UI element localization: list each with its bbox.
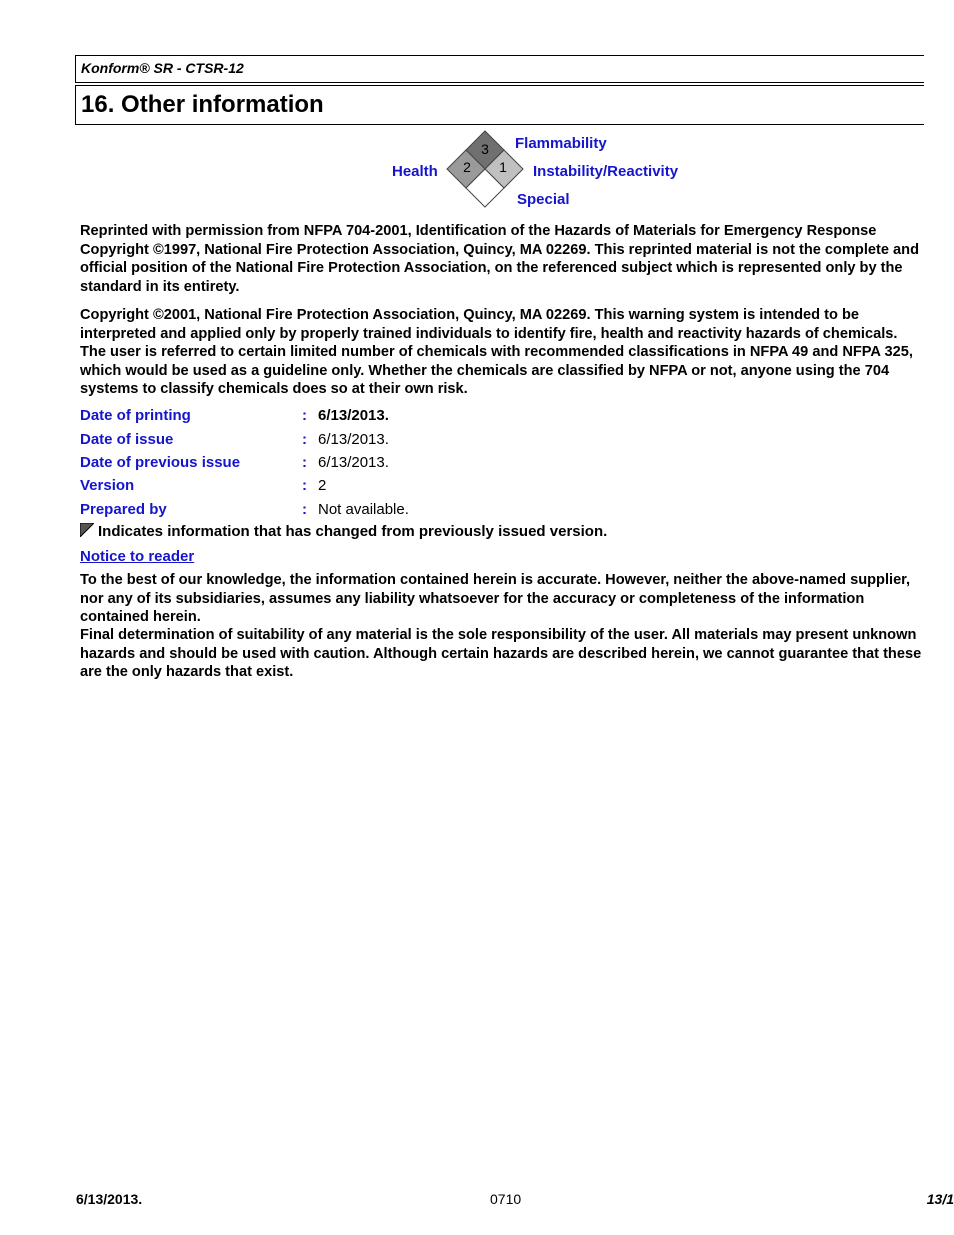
nfpa-instability-label: Instability/Reactivity (533, 163, 679, 180)
info-value: 6/13/2013. (318, 407, 389, 424)
info-colon: : (302, 407, 307, 424)
footer-date: 6/13/2013. (76, 1191, 143, 1207)
info-colon: : (302, 431, 307, 448)
change-note-text: Indicates information that has changed from previously issued version. (98, 523, 608, 540)
change-marker-icon (80, 523, 94, 537)
footer-code: 0710 (490, 1191, 522, 1207)
info-label: Date of issue (80, 431, 174, 448)
footer-page-number: 13/1 (926, 1191, 954, 1207)
info-colon: : (302, 501, 307, 518)
nfpa-flammability-label: Flammability (515, 135, 607, 152)
info-value: Not available. (318, 501, 409, 518)
nfpa-instability-value: 1 (499, 159, 507, 175)
info-value: 2 (318, 477, 327, 494)
nfpa-health-value: 2 (463, 159, 471, 175)
notice-paragraph-accuracy: To the best of our knowledge, the information contained herein is accurate. However, neither the above-named supplier, nor any of its subsidiaries, assumes any liability whatsoever for the accuracy or completeness of the information contained herein. (80, 572, 911, 626)
info-label: Version (80, 477, 135, 494)
nfpa-flammability-value: 3 (481, 141, 489, 157)
nfpa-reprint-paragraph: Reprinted with permission from NFPA 704-2001, Identification of the Hazards of Materials for Emergency Response Copyright ©1997, National Fire Protection Association, Quincy, MA 02269. This reprinted material is not the complete and official position of the National Fire Protection Association, on the referenced subject which is represented only by the standard in its entirety. (80, 223, 919, 295)
product-name: Konform® SR - CTSR-12 (81, 60, 244, 76)
info-value: 6/13/2013. (318, 454, 389, 471)
nfpa-diamond (0, 0, 954, 230)
section-title: 16. Other information (81, 91, 324, 118)
info-label: Prepared by (80, 501, 167, 518)
info-colon: : (302, 454, 307, 471)
info-label: Date of printing (80, 407, 191, 424)
notice-paragraph-suitability: Final determination of suitability of any material is the sole responsibility of the user. All materials may present unknown hazards and should be used with caution. Although certain hazards are described herein, we cannot guarantee that these are the only hazards that exist. (80, 627, 922, 681)
notice-to-reader-link[interactable]: Notice to reader (80, 548, 195, 565)
change-indicator-note (80, 523, 607, 540)
nfpa-health-label: Health (392, 163, 438, 180)
nfpa-special-label: Special (517, 191, 570, 208)
info-colon: : (302, 477, 307, 494)
info-value: 6/13/2013. (318, 431, 389, 448)
info-label: Date of previous issue (80, 454, 241, 471)
nfpa-copyright-paragraph: Copyright ©2001, National Fire Protection Association, Quincy, MA 02269. This warning system is intended to be interpreted and applied only by properly trained individuals to identify fire, health and reactivity hazards of chemicals. The user is referred to certain limited number of chemicals with recommended classifications in NFPA 49 and NFPA 325, which would be used as a guideline only. Whether the chemicals are classified by NFPA or not, anyone using the 704 systems to classify chemicals does so at their own risk. (80, 307, 913, 398)
